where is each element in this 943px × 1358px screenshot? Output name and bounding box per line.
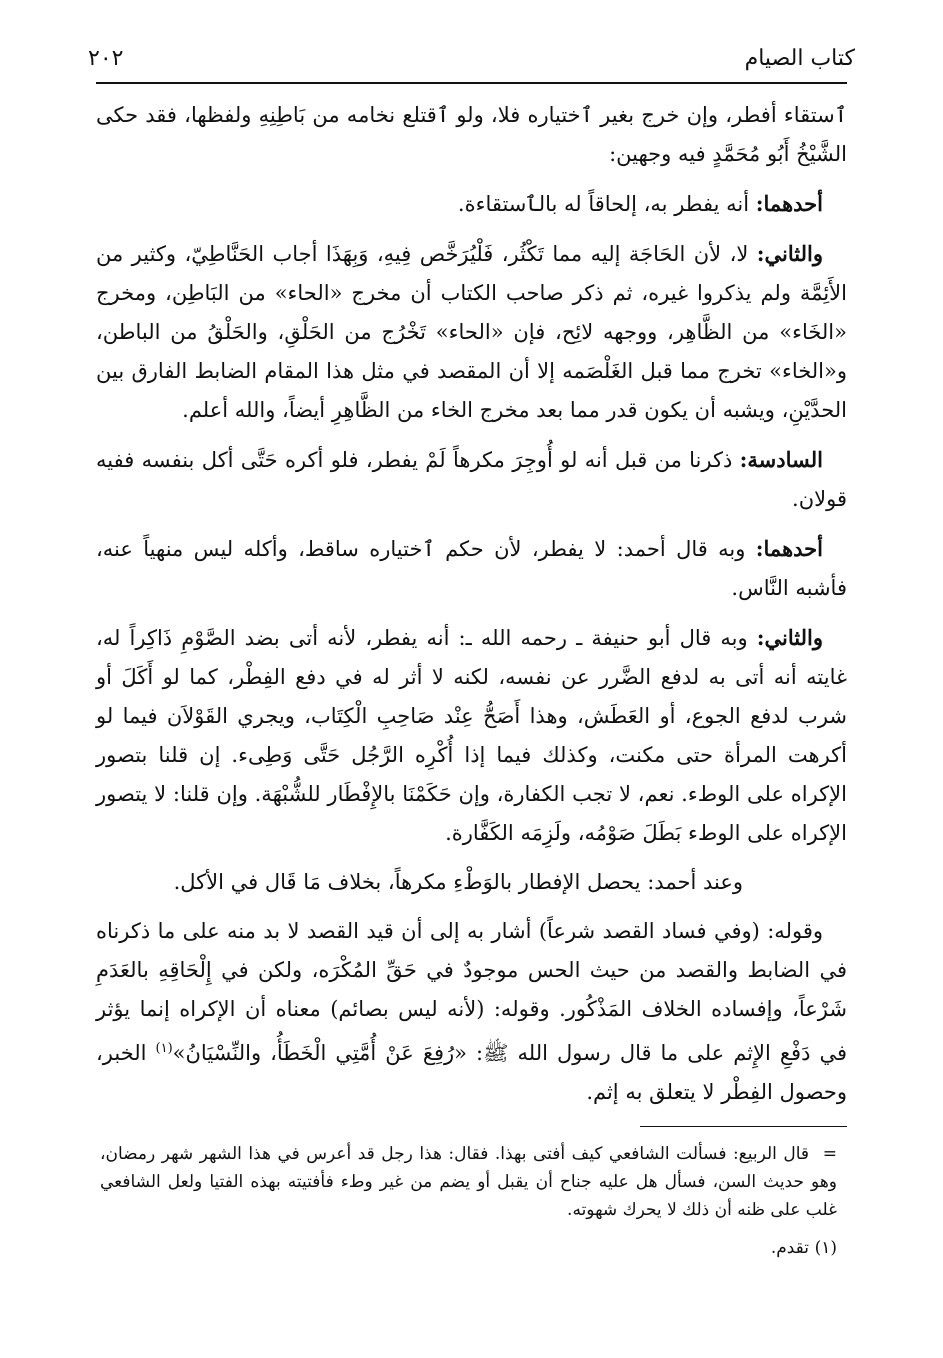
footnote-mark: = <box>822 1144 837 1164</box>
paragraph-text: وبه قال أبو حنيفة ـ رحمه الله ـ: أنه يفطر، لأنه أتى بضد الصَّوْمِ ذَاكِراً له، غايته أنه أتى به لدفع الضَّرر عن نفسه، لكنه لا أثر له في دفع الفِطْر، كما لو أَكَلَ أو شرب لدفع الجوع، أو العَطَش، وهذا أَصَحُّ عِنْد صَاحِبِ الْكِتَاب، ويجري القَوْلاَن فيما لو أكرهت المرأة حتى مكنت، وكذلك فيما إذا أُكْرِه الرَّجُل حَتَّى وَطِىء. إن قلنا بتصور الإكراه على الوطء. نعم، لا تجب الكفارة، وإن حَكَمْنَا بالإِفْطَار للشُّبْهَة. وإن قلنا: لا يتصور الإكراه على الوطء بَطَلَ صَوْمُه، ولَزِمَه الكَفَّارة. <box>96 626 847 845</box>
paragraph-text: لا، لأن الحَاجَة إليه مما تَكْثُر، فَلْيُرَخَّص فِيهِ، وَبِهَذَا أجاب الحَنَّاطِيّ، وكثير من الأَئِمَّة ولم يذكروا غيره، ثم ذكر صاحب الكتاب أن مخرج «الحاء» من البَاطِن، ومخرج «الخَاء» من الظَّاهِر، ووجهه لائِح، فإن «الحاء» تَخْرُج من الحَلْقِ، والحَلْقُ من الباطن، و«الخاء» تخرج مما قبل الغَلْصَمه إلا أن المقصد في مثل هذا المقام الضابط الفارق بين الحدَّيْنِ، ويشبه أن يكون قدر مما بعد مخرج الخاء من الظَّاهِرِ أيضاً، والله أعلم. <box>96 242 847 422</box>
paragraph-second-opinion <box>96 618 847 853</box>
paragraph-intro <box>96 96 847 174</box>
paragraph-first-view <box>96 184 847 224</box>
paragraph-sixth-issue <box>96 440 847 519</box>
paragraph-first-opinion <box>96 529 847 608</box>
paragraph-commentary <box>96 912 847 1112</box>
book-title: كتاب الصيام <box>744 45 855 71</box>
paragraph-ahmad-view <box>96 863 847 902</box>
paragraph-tail: الخبر، وحصول الفِطْر لا يتعلق به إثم. <box>96 1041 847 1104</box>
paragraph-text: وعند أحمد: يحصل الإفطار بالوَطْءِ مكرهاً، بخلاف مَا قَال في الأكل. <box>173 870 743 894</box>
paragraph-text: ذكرنا من قبل أنه لو أُوجِرَ مكرهاً لَمْ يفطر، فلو أكره حَتَّى أكل بنفسه ففيه قولان. <box>96 448 847 511</box>
running-head <box>88 38 855 78</box>
paragraph-lead: أحدهما: <box>755 191 823 216</box>
paragraph-text: وقوله: (وفي فساد القصد شرعاً) أشار به إلى أن قيد القصد لا بد منه على ما ذكرناه في الضابط والقصد من حيث الحس موجودٌ في حَقِّ المُكْرَه، ولكن في إِلْحَاقِهِ بالعَدَمِ شَرْعاً، وإفساده الخلاف المَذْكُور. وقوله: (لأنه ليس بصائم) معناه أن الإكراه إنما يؤثر في دَفْعِ الإِثم على ما قال رسول الله ﷺ: «رُفِعَ عَنْ أُمَّتِي الْخَطَأُ، والنِّسْيَانُ» <box>96 919 847 1065</box>
footnote-1 <box>100 1234 837 1262</box>
footnote-rule <box>640 1126 847 1127</box>
footnote-reference: (١) <box>155 1041 173 1056</box>
main-text <box>96 96 847 1122</box>
footnote-text: قال الربيع: فسألت الشافعي كيف أفتى بهذا. فقال: هذا رجل قد أعرس في هذا الشهر شهر رمضان، وهو حديث السن، فسأل هل عليه جناح أن يقبل أو يضم من غير وطء فأفتيته بهذه الفتيا ولعل الشافعي غلب على ظنه أن ذلك لا يحرك شهوته. <box>100 1144 837 1220</box>
paragraph-lead: السادسة: <box>739 447 823 472</box>
paragraph-text: أنه يفطر به، إلحاقاً له بالٱستقاءة. <box>457 192 756 216</box>
header-rule <box>96 82 847 84</box>
paragraph-second-view <box>96 234 847 430</box>
paragraph-text: وبه قال أحمد: لا يفطر، لأن حكم ٱختياره ساقط، وأكله ليس منهياً عنه، فأشبه النَّاس. <box>96 537 847 600</box>
footnote-text: تقدم. <box>770 1238 809 1258</box>
paragraph-lead: والثاني: <box>756 241 823 266</box>
page-number: ٢٠٢ <box>88 45 124 71</box>
paragraph-lead: والثاني: <box>756 625 823 650</box>
footnotes <box>100 1140 837 1272</box>
footnote-continuation <box>100 1140 837 1224</box>
footnote-mark: (١) <box>814 1238 837 1258</box>
paragraph-text: ٱستقاء أفطر، وإن خرج بغير ٱختياره فلا، ولو ٱقتلع نخامه من بَاطِنِهِ ولفظها، فقد حكى الشَّيْخُ أَبُو مُحَمَّدٍ فيه وجهين: <box>96 103 847 166</box>
paragraph-lead: أحدهما: <box>755 536 823 561</box>
